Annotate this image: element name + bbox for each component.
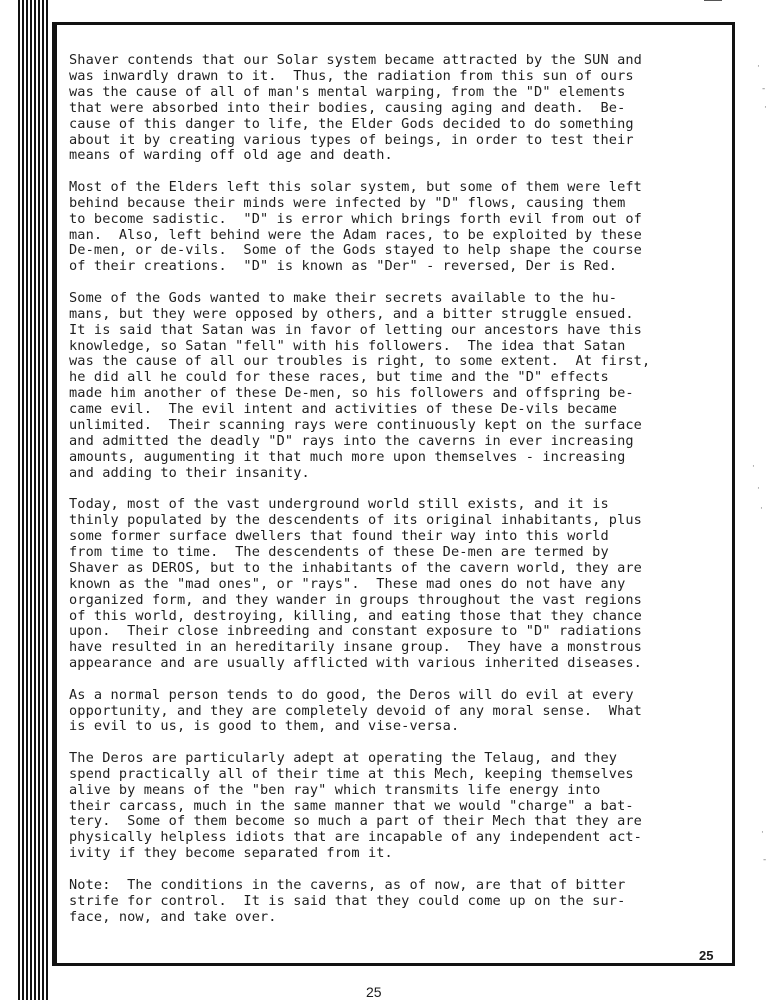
text-line: was inwardly drawn to it. Thus, the radiation from this sun of ours xyxy=(69,67,634,84)
binding-edge xyxy=(18,0,48,1000)
margin-speck: · xyxy=(757,484,760,494)
margin-speck: - xyxy=(762,84,766,94)
text-line: came evil. The evil intent and activities of these De-vils became xyxy=(69,401,618,418)
text-line: thinly populated by the descendents of its original inhabitants, plus xyxy=(69,512,642,529)
text-line: to become sadistic. "D" is error which brings forth evil from out of xyxy=(69,210,642,227)
margin-speck: · xyxy=(760,504,763,514)
text-line: about it by creating various types of beings, in order to test their xyxy=(69,131,634,148)
text-line: De-men, or de-vils. Some of the Gods stayed to help shape the course xyxy=(69,242,642,259)
text-line: unlimited. Their scanning rays were continuously kept on the surface xyxy=(69,417,642,434)
paragraph xyxy=(69,751,733,862)
text-line: from time to time. The descendents of these De-men are termed by xyxy=(69,543,609,560)
paragraph xyxy=(69,180,733,275)
paragraph xyxy=(69,497,733,672)
inner-page-number: 25 xyxy=(699,948,714,963)
text-line: knowledge, so Satan "fell" with his followers. The idea that Satan xyxy=(69,337,626,354)
text-line: of their creations. "D" is known as "Der" - reversed, Der is Red. xyxy=(69,258,618,275)
top-rule xyxy=(704,0,722,1)
paragraph xyxy=(69,878,733,926)
paragraph xyxy=(69,688,733,736)
text-line: that were absorbed into their bodies, causing aging and death. Be- xyxy=(69,99,626,116)
text-line: some former surface dwellers that found their way into this world xyxy=(69,527,609,544)
text-line: upon. Their close inbreeding and constant exposure to "D" radiations xyxy=(69,623,642,640)
text-line: and adding to their insanity. xyxy=(69,464,310,481)
text-line: man. Also, left behind were the Adam races, to be exploited by these xyxy=(69,226,642,243)
text-line: physically helpless idiots that are incapable of any independent act- xyxy=(69,829,642,846)
text-line: behind because their minds were infected by "D" flows, causing them xyxy=(69,194,626,211)
margin-speck: · xyxy=(757,62,760,72)
text-line: was the cause of all our troubles is right, to some extent. At first, xyxy=(69,353,651,370)
text-line: Some of the Gods wanted to make their secrets available to the hu- xyxy=(69,289,618,306)
text-line: means of warding off old age and death. xyxy=(69,147,393,164)
text-line: known as the "mad ones", or "rays". These mad ones do not have any xyxy=(69,575,626,592)
text-line: have resulted in an hereditarily insane group. They have a monstrous xyxy=(69,639,642,656)
text-line: Most of the Elders left this solar system, but some of them were left xyxy=(69,178,642,195)
text-line: strife for control. It is said that they could come up on the sur- xyxy=(69,892,626,909)
text-line: As a normal person tends to do good, the Deros will do evil at every xyxy=(69,686,634,703)
text-line: amounts, augumenting it that much more upon themselves - increasing xyxy=(69,448,626,465)
body-text xyxy=(69,53,733,941)
text-line: made him another of these De-men, so his followers and offspring be- xyxy=(69,385,634,402)
text-line: Note: The conditions in the caverns, as of now, are that of bitter xyxy=(69,876,626,893)
margin-speck: · xyxy=(761,828,764,838)
paragraph xyxy=(69,53,733,164)
text-line: appearance and are usually afflicted with various inherited diseases. xyxy=(69,655,642,672)
text-line: Shaver contends that our Solar system became attracted by the SUN and xyxy=(69,52,642,68)
text-line: ivity if they become separated from it. xyxy=(69,845,393,862)
paragraph xyxy=(69,291,733,482)
text-line: is evil to us, is good to them, and vise-versa. xyxy=(69,718,460,735)
text-line: cause of this danger to life, the Elder Gods decided to do something xyxy=(69,115,634,132)
margin-speck: - xyxy=(763,855,767,865)
text-line: organized form, and they wander in groups throughout the vast regions xyxy=(69,591,642,608)
text-line: of this world, destroying, killing, and eating those that they chance xyxy=(69,607,642,624)
text-line: It is said that Satan was in favor of letting our ancestors have this xyxy=(69,321,642,338)
text-line: alive by means of the "ben ray" which transmits life energy into xyxy=(69,781,601,798)
footer-page-number: 25 xyxy=(366,984,382,1000)
text-line: opportunity, and they are completely devoid of any moral sense. What xyxy=(69,702,642,719)
text-line: he did all he could for these races, but time and the "D" effects xyxy=(69,369,609,386)
text-line: was the cause of all of man's mental warping, from the "D" elements xyxy=(69,83,626,100)
text-line: face, now, and take over. xyxy=(69,908,277,925)
text-line: tery. Some of them become so much a part of their Mech that they are xyxy=(69,813,642,830)
text-line: Shaver as DEROS, but to the inhabitants of the cavern world, they are xyxy=(69,559,642,576)
text-line: The Deros are particularly adept at operating the Telaug, and they xyxy=(69,749,618,766)
margin-speck: · xyxy=(752,462,755,472)
text-line: Today, most of the vast underground world still exists, and it is xyxy=(69,496,609,513)
margin-speck: · xyxy=(764,103,767,113)
text-line: spend practically all of their time at this Mech, keeping themselves xyxy=(69,765,634,782)
text-line: their carcass, much in the same manner that we would "charge" a bat- xyxy=(69,797,634,814)
text-line: mans, but they were opposed by others, and a bitter struggle ensued. xyxy=(69,305,634,322)
text-line: and admitted the deadly "D" rays into the caverns in ever increasing xyxy=(69,432,634,449)
